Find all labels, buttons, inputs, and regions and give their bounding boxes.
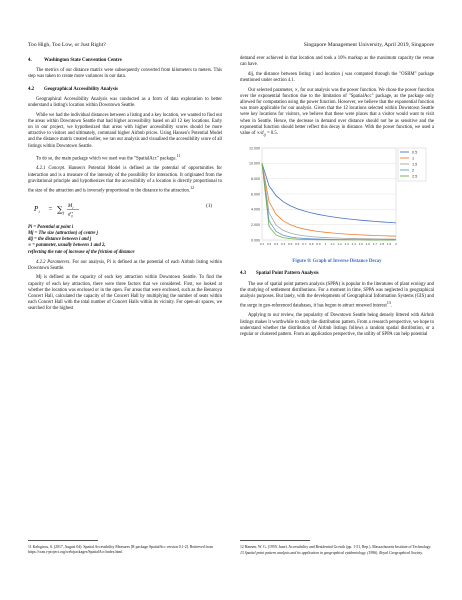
svg-text:=: = [48,205,53,214]
left-column [28,56,222,316]
svg-text:i: i [38,209,40,215]
x-tick-label: 1 [324,242,327,247]
x-tick-label: 1.8 [379,242,385,247]
paragraph: 4.2.2 Parameters. For our analysis, Pi is defined as the potential of each Airbnb listing within Downtown Seattle. [28,259,222,271]
footnote-11: 11 Kalogirou, S. (2017, August 04). Spatial Accessibility Measures [R package SpatialAcc version 0.1-2]. Retrieved from https://cran.r-project.org/web/packages/SpatialAcc/index.html [28,545,213,554]
x-tick-label: 0.3 [273,242,279,247]
footnote-left [28,540,213,554]
y-tick-label: 4.000 [251,207,260,212]
equation-hansen [28,198,222,220]
svg-text:j: j [72,205,74,210]
legend-label: 2 [412,168,415,173]
paragraph: Applying to our review, the popularity of Downtown Seattle being densely littered with Airbnb listings makes it worthwhile to study the distribution pattern. From a research perspective, we hope to understand whether the distribution of Airbnb listings follows a random spatial distribution, or a regular or clustered pattern. From an application perspective, the utility of SPPA can help potential [240,313,434,337]
chart-svg [240,142,430,256]
equation-definitions: Pi = Potential at point i Mj = The size (attraction) of centre j dij = the distance between i and j ∝ = parameter, usually between 1 and 2, reflecting the rate of increase of the friction of distance [28,225,135,255]
x-tick-label: 1.4 [351,242,356,247]
paragraph: Geographical Accessibility Analysis was conducted as a form of data exploration to better understand a listing's location within Downtown Seattle. [28,96,222,109]
running-header-right: Singapore Management University, April 2019, Singapore [303,42,434,48]
paragraph: While we had the individual distances between a listing and a key location, we wanted to find out the areas within Downtown Seattle that had higher accessibility based on all 12 key locations. Early on in our project, we hypothesized that areas with higher accessibility scores should be more attractive to visitors and ultimately, command higher Airbnb prices. Using Hansen's Potential Model and the distance matrix created earlier, we ran our analysis and visualised the accessibility score of all listings within Downtown Seattle. [28,112,222,149]
y-tick-label: 2.000 [251,223,260,228]
equation-formula [28,198,222,220]
svg-text:P: P [34,205,39,214]
right-column [240,56,434,342]
x-tick-label: 2 [395,242,397,247]
svg-text:d: d [68,212,71,218]
paragraph: 4.2.1 Concept. Hansen's Potential Model is defined as the potential of opportunities for interaction and is a measure of the intensity of the possibility for interaction. It originated from the gravitational principle and hypothesizes that the accessibility of a location is directly proportional to the size of the attraction and is inversely proportional to the distance to the attraction.$^{12}$ [28,166,222,194]
paragraph: To do so, the main package which we used was the "SpatialAcc" package.$^{11}$ [36,153,181,162]
y-tick-label: 0.000 [251,238,260,243]
paragraph: demand ever achieved in that location and took a 10% markup as the maximum capacity the venue can have. [240,56,434,68]
figure-caption: Figure 8: Graph of Inverse Distance Decay [292,259,382,265]
section-4-2-heading: 4.2 Geographical Accessibility Analysis [28,86,118,92]
x-tick-label: 1.7 [372,242,377,247]
x-tick-label: 1.1 [330,242,335,247]
section-4-heading: 4. Washington State Convention Centre [28,58,122,63]
legend-label: 2.5 [412,174,418,179]
svg-text:ij: ij [71,214,73,219]
paragraph: The use of spatial point pattern analysis (SPPA) is popular in the literatures of plant ecology and the studying of settlement distributions. For a moment in time, SPPA was neglected in geographical analysis purposes. But lately, with the developments of Geographical Information Systems (GIS) and the surge in geo-referenced databases, it has begun to attract renewed interest$^{13}$. [240,281,434,309]
y-tick-label: 12.000 [249,146,260,151]
svg-text:M: M [68,204,73,210]
section-4-3-heading: 4.3 Spatial Point Pattern Analysis [240,271,319,277]
y-tick-label: 8.000 [251,177,260,182]
x-tick-label: 1.3 [344,242,349,247]
x-tick-label: 0.1 [259,242,265,247]
x-tick-label: 0.5 [288,242,293,247]
footnote-13: 13 Spatial point pattern analysis and its application in geographical epidemiology. (1996). Royal Geographical Society. [240,550,423,555]
x-tick-label: 0.2 [266,242,272,247]
x-tick-label: 1.5 [358,242,363,247]
svg-text:j: j [63,210,65,216]
legend-label: 1 [412,156,415,161]
legend-label: 0.5 [412,150,418,155]
y-tick-label: 6.000 [251,192,260,197]
paragraph: Our selected parameter, ∝, for our analysis was the power function. We chose the power function over the exponential function due to the limitation of "SpatialAcc" package, as the package only allowed for computation using the power function. However, we believe that the exponential function was more applicable for our analysis. Given that the 12 locations selected within Downtown Seattle were key locations for visitors, we believe that these were places that a visitor would want to visit when in Seattle. Hence, the decrease in demand over distance should not be as sensitive and the exponential function should better reflect this decay in distance. With the power function, we used a value of $\propto/d_{ij} = 0.5$. [240,87,434,137]
x-tick-label: 0.9 [316,242,321,247]
inverse-distance-decay-chart [240,142,430,256]
svg-text:∝: ∝ [71,210,74,215]
equation-number: (1) [206,204,212,210]
x-tick-label: 0.7 [302,242,307,247]
x-tick-label: 0.6 [295,242,300,247]
paragraph: dij, the distance between listing i and location j was computed through the "OSRM" package mentioned under section 4.1. [240,71,434,83]
footnote-right [240,540,432,555]
legend-label: 1.5 [412,162,418,167]
running-header-left: Too High, Too Low, or Just Right? [28,42,106,48]
x-tick-label: 0.8 [309,242,314,247]
x-tick-label: 1.2 [337,242,342,247]
svg-text:∑: ∑ [57,205,63,215]
footnote-12: 12 Hansen, W. G. (1959, June). Accessibility and Residential Growth (pp. 1-51, Rep.). Massachusetts Institute of Technology. [240,545,432,549]
paragraph: The metrics of our distance matrix were subsequently converted from kilometers to meters. This step was taken to create more variances in our data. [28,68,222,80]
x-tick-label: 1.9 [386,242,392,247]
paragraph: Mj is defined as the capacity of each key attraction within Downtown Seattle. To find the capacity of each key attraction, there were three factors that we considered. First, we looked at whether the location was enclosed or in the open. For areas that were enclosed, such as the Benaroya Concert Hall, calculated the capacity of the Concert Hall by multiplying the number of seats within each Concert Hall with the total number of Concert Halls within its vicinity. For open-air spaces, we searched for the highest [28,275,222,312]
x-tick-label: 0.4 [281,242,286,247]
x-tick-label: 1.6 [365,242,370,247]
y-tick-label: 10.000 [249,161,260,166]
